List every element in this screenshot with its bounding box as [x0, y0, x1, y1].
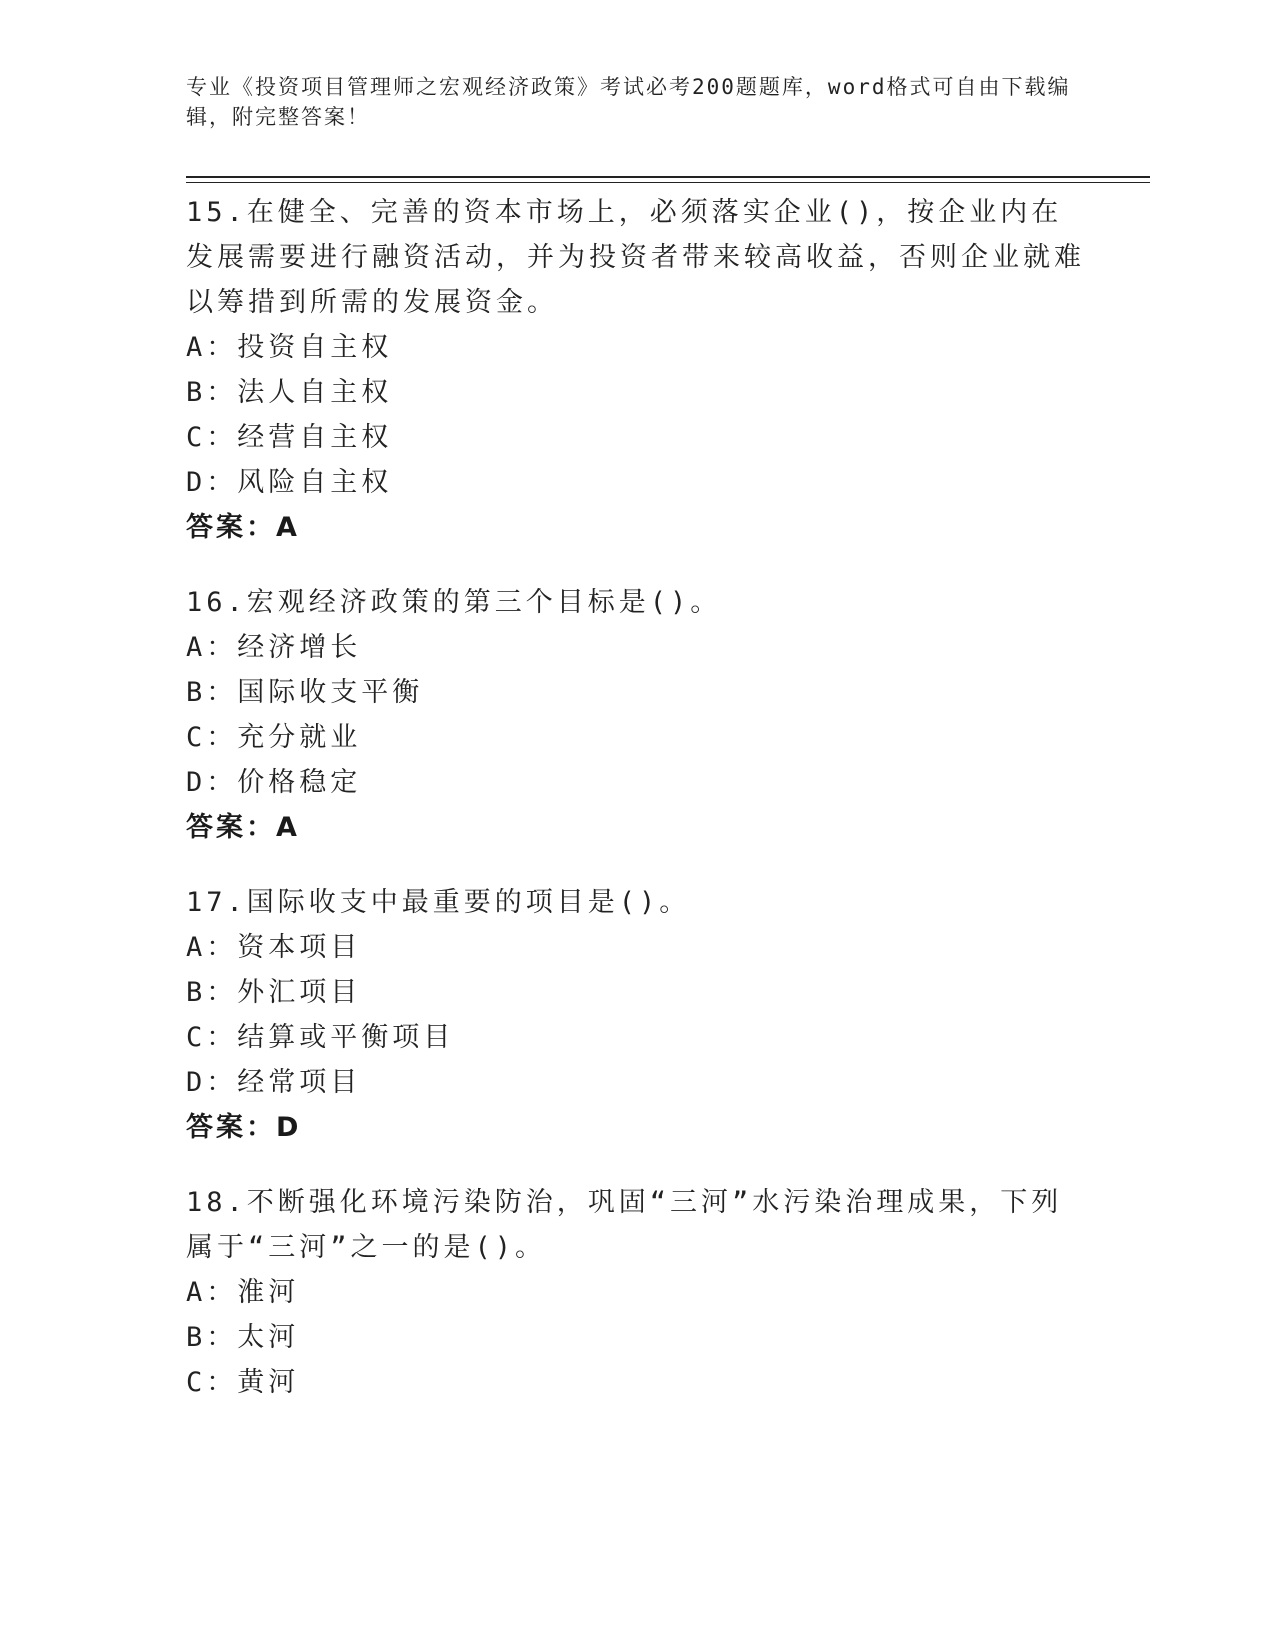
option-a: A：投资自主权	[186, 332, 393, 363]
option-d: D：价格稳定	[186, 767, 362, 798]
question-16	[186, 579, 1086, 851]
question-15	[186, 189, 1086, 551]
question-18	[186, 1179, 1086, 1405]
header-divider-thick	[186, 176, 1150, 178]
option-c: C：黄河	[186, 1367, 300, 1398]
question-list	[186, 189, 1086, 1433]
question-text: 18.不断强化环境污染防治，巩固“三河”水污染治理成果，下列属于“三河”之一的是()。	[186, 1187, 1063, 1263]
option-d: D：经常项目	[186, 1067, 362, 1098]
option-b: B：外汇项目	[186, 977, 362, 1008]
option-b: B：法人自主权	[186, 377, 393, 408]
question-text: 17.国际收支中最重要的项目是()。	[186, 887, 691, 918]
option-c: C：经营自主权	[186, 422, 393, 453]
option-c: C：充分就业	[186, 722, 362, 753]
answer-line: 答案：D	[186, 1112, 302, 1143]
answer-line: 答案：A	[186, 812, 300, 843]
option-b: B：国际收支平衡	[186, 677, 424, 708]
answer-line: 答案：A	[186, 512, 300, 543]
option-c: C：结算或平衡项目	[186, 1022, 455, 1053]
option-a: A：淮河	[186, 1277, 300, 1308]
option-d: D：风险自主权	[186, 467, 393, 498]
option-b: B：太河	[186, 1322, 300, 1353]
question-17	[186, 879, 1086, 1151]
option-a: A：资本项目	[186, 932, 362, 963]
document-header: 专业《投资项目管理师之宏观经济政策》考试必考200题题库，word格式可自由下载编辑，附完整答案！	[186, 75, 1071, 129]
question-text: 15.在健全、完善的资本市场上，必须落实企业()，按企业内在发展需要进行融资活动，并为投资者带来较高收益，否则企业就难以筹措到所需的发展资金。	[186, 197, 1085, 318]
header-divider-thin	[186, 182, 1150, 183]
option-a: A：经济增长	[186, 632, 362, 663]
question-text: 16.宏观经济政策的第三个目标是()。	[186, 587, 722, 618]
